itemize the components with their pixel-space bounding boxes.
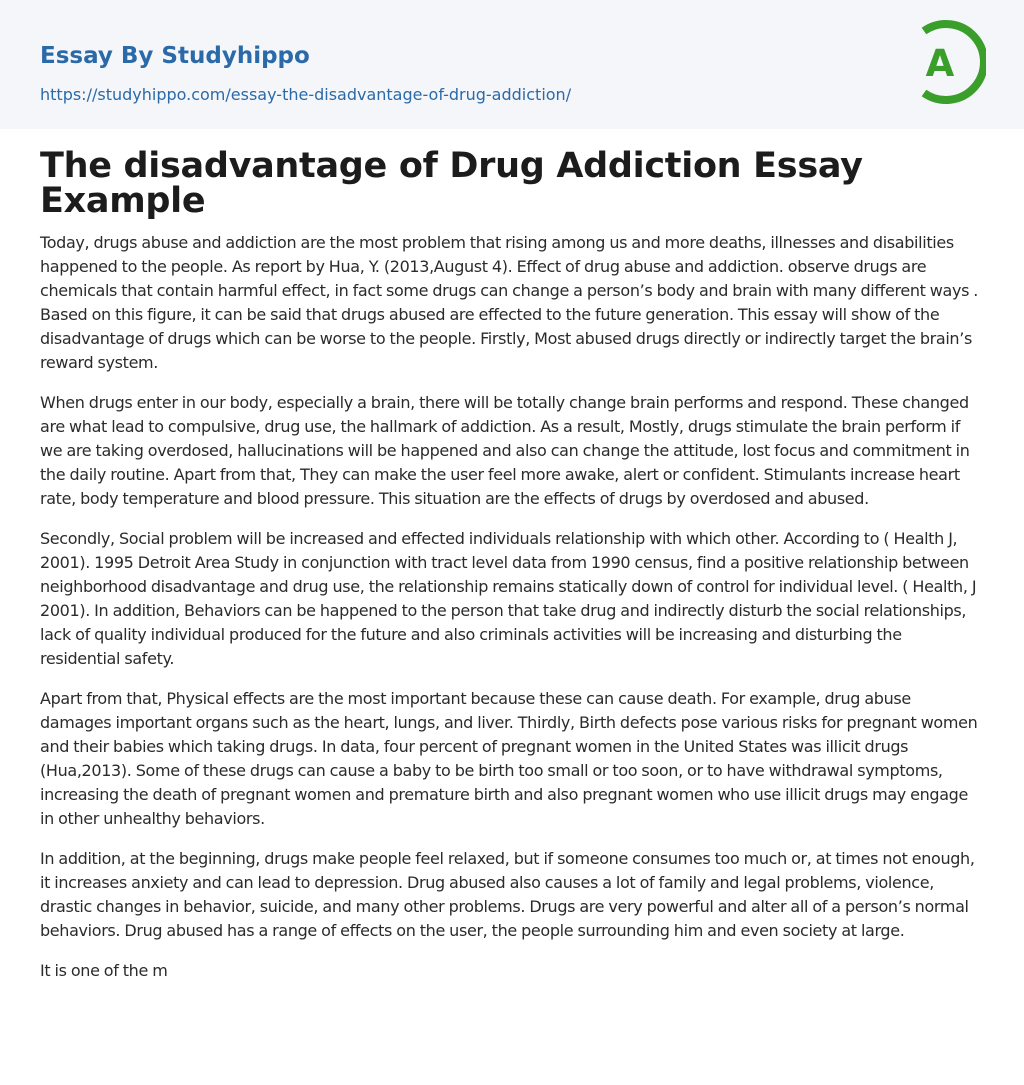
studyhippo-logo-icon (912, 19, 986, 105)
essay-paragraph-1: Today, drugs abuse and addiction are the most problem that rising among us and more deaths, illnesses and disabilities happened to the people. As report by Hua, Y. (2013,August 4). Effect of drug abuse and addiction. observe drugs are chemicals that contain harmful effect, in fact some drugs can change a person’s body and brain with many different ways . Based on this figure, it can be said that drugs abused are effected to the future generation. This essay will show of the disadvantage of drugs which can be worse to the people. Firstly, Most abused drugs directly or indirectly target the brain’s reward system. (40, 233, 979, 372)
essay-main (0, 129, 1024, 983)
source-url-link[interactable]: https://studyhippo.com/essay-the-disadvantage-of-drug-addiction/ (40, 85, 572, 104)
page-title: The disadvantage of Drug Addiction Essay Example (40, 146, 863, 221)
logo-letter: A (925, 42, 955, 85)
essay-paragraph-4: Apart from that, Physical effects are the most important because these can cause death. For example, drug abuse damages important organs such as the heart, lungs, and liver. Thirdly, Birth defects pose various risks for pregnant women and their babies which taking drugs. In data, four percent of pregnant women in the United States was illicit drugs (Hua,2013). Some of these drugs can cause a baby to be birth too small or too soon, or to have withdrawal symptoms, increasing the death of pregnant women and premature birth and also pregnant women who use illicit drugs may engage in other unhealthy behaviors. (40, 689, 978, 828)
essay-paragraph-5: In addition, at the beginning, drugs make people feel relaxed, but if someone consumes too much or, at times not enough, it increases anxiety and can lead to depression. Drug abused also causes a lot of family and legal problems, violence, drastic changes in behavior, suicide, and many other problems. Drugs are very powerful and alter all of a person’s normal behaviors. Drug abused has a range of effects on the user, the people surrounding him and even society at large. (40, 849, 975, 940)
brand-title: Essay By Studyhippo (40, 43, 310, 69)
site-header (0, 0, 1024, 129)
essay-body (40, 231, 984, 983)
essay-paragraph-2: When drugs enter in our body, especially a brain, there will be totally change brain performs and respond. These changed are what lead to compulsive, drug use, the hallmark of addiction. As a result, Mostly, drugs stimulate the brain perform if we are taking overdosed, hallucinations will be happened and also can change the attitude, lost focus and commitment in the daily routine. Apart from that, They can make the user feel more awake, alert or confident. Stimulants increase heart rate, body temperature and blood pressure. This situation are the effects of drugs by overdosed and abused. (40, 393, 970, 508)
essay-paragraph-6: It is one of the m (40, 961, 168, 980)
essay-paragraph-3: Secondly, Social problem will be increased and effected individuals relationship with which other. According to ( Health J, 2001). 1995 Detroit Area Study in conjunction with tract level data from 1990 census, find a positive relationship between neighborhood disadvantage and drug use, the relationship remains statically down of control for individual level. ( Health, J 2001). In addition, Behaviors can be happened to the person that take drug and indirectly disturb the social relationships, lack of quality individual produced for the future and also criminals activities will be increasing and disturbing the residential safety. (40, 529, 977, 668)
